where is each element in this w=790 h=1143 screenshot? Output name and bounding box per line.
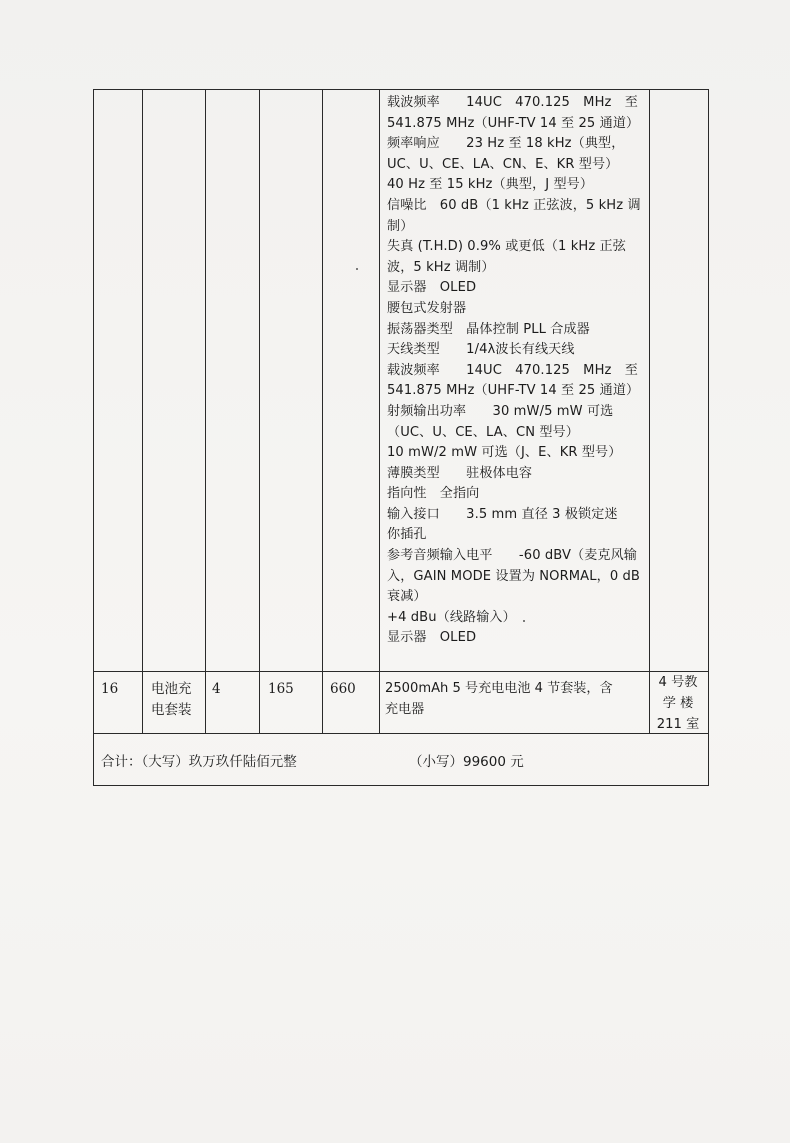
- spec-line: 制）: [387, 218, 414, 234]
- row16-description: [385, 679, 613, 720]
- row16-unit-price: 165: [268, 681, 294, 697]
- item-name-line: 电套装: [151, 702, 192, 718]
- spec-line: 10 mW/2 mW 可选（J、E、KR 型号）: [387, 445, 622, 461]
- spec-line: 衰减）: [387, 589, 427, 605]
- total-lowercase: （小写）99600 元: [409, 754, 524, 770]
- spec-line: 40 Hz 至 15 kHz（典型，J 型号）: [387, 177, 594, 193]
- location-line: 211 室: [656, 717, 700, 732]
- total-uppercase: 合计：（大写）玖万玖仟陆佰元整: [101, 754, 297, 770]
- description-line: 充电器: [385, 701, 425, 717]
- spec-line: 显示器 OLED: [387, 280, 477, 296]
- spec-line: 指向性 全指向: [387, 486, 480, 502]
- row16-quantity: 4: [212, 681, 221, 697]
- spec-description-cell: [387, 93, 647, 649]
- spec-line: 振荡器类型 晶体控制 PLL 合成器: [387, 321, 590, 337]
- spec-line: 信噪比 60 dB（1 kHz 正弦波，5 kHz 调: [387, 197, 641, 213]
- row16-amount: 660: [330, 681, 356, 697]
- spec-line: +4 dBu（线路输入）: [387, 609, 516, 625]
- location-line: 学 楼: [662, 696, 694, 711]
- scan-speck: [356, 268, 358, 270]
- spec-line: 腰包式发射器: [387, 300, 467, 316]
- spec-line: 失真 (T.H.D) 0.9% 或更低（1 kHz 正弦: [387, 239, 626, 255]
- description-line: 2500mAh 5 号充电电池 4 节套装，含: [385, 681, 613, 696]
- spec-line: 频率响应 23 Hz 至 18 kHz（典型，: [387, 136, 625, 152]
- spec-line: 波，5 kHz 调制）: [387, 259, 495, 275]
- spec-line: 显示器 OLED: [387, 630, 477, 646]
- spec-line: 载波频率 14UC 470.125 MHz 至: [387, 95, 638, 110]
- spec-line: （UC、U、CE、LA、CN 型号）: [387, 424, 579, 440]
- spec-line: UC、U、CE、LA、CN、E、KR 型号）: [387, 156, 619, 172]
- spec-line: 参考音频输入电平 -60 dBV（麦克风输: [387, 548, 638, 564]
- item-name-line: 电池充: [151, 681, 192, 697]
- spec-line: 你插孔: [387, 527, 427, 543]
- location-line: 4 号教: [658, 675, 698, 690]
- spec-line: 541.875 MHz（UHF-TV 14 至 25 通道）: [387, 383, 640, 399]
- spec-line: 射频输出功率 30 mW/5 mW 可选: [387, 403, 614, 419]
- scan-speck: [523, 620, 525, 622]
- row16-location: [653, 672, 703, 735]
- spec-line: 入，GAIN MODE 设置为 NORMAL，0 dB: [387, 568, 641, 584]
- spec-line: 541.875 MHz（UHF-TV 14 至 25 通道）: [387, 115, 640, 131]
- row16-item-name: [151, 679, 192, 721]
- spec-line: 薄膜类型 驻极体电容: [387, 465, 533, 481]
- spec-line: 输入接口 3.5 mm 直径 3 极锁定迷: [387, 506, 618, 522]
- row16-index: 16: [101, 681, 119, 697]
- spec-line: 载波频率 14UC 470.125 MHz 至: [387, 362, 638, 378]
- spec-line: 天线类型 1/4λ波长有线天线: [387, 342, 575, 358]
